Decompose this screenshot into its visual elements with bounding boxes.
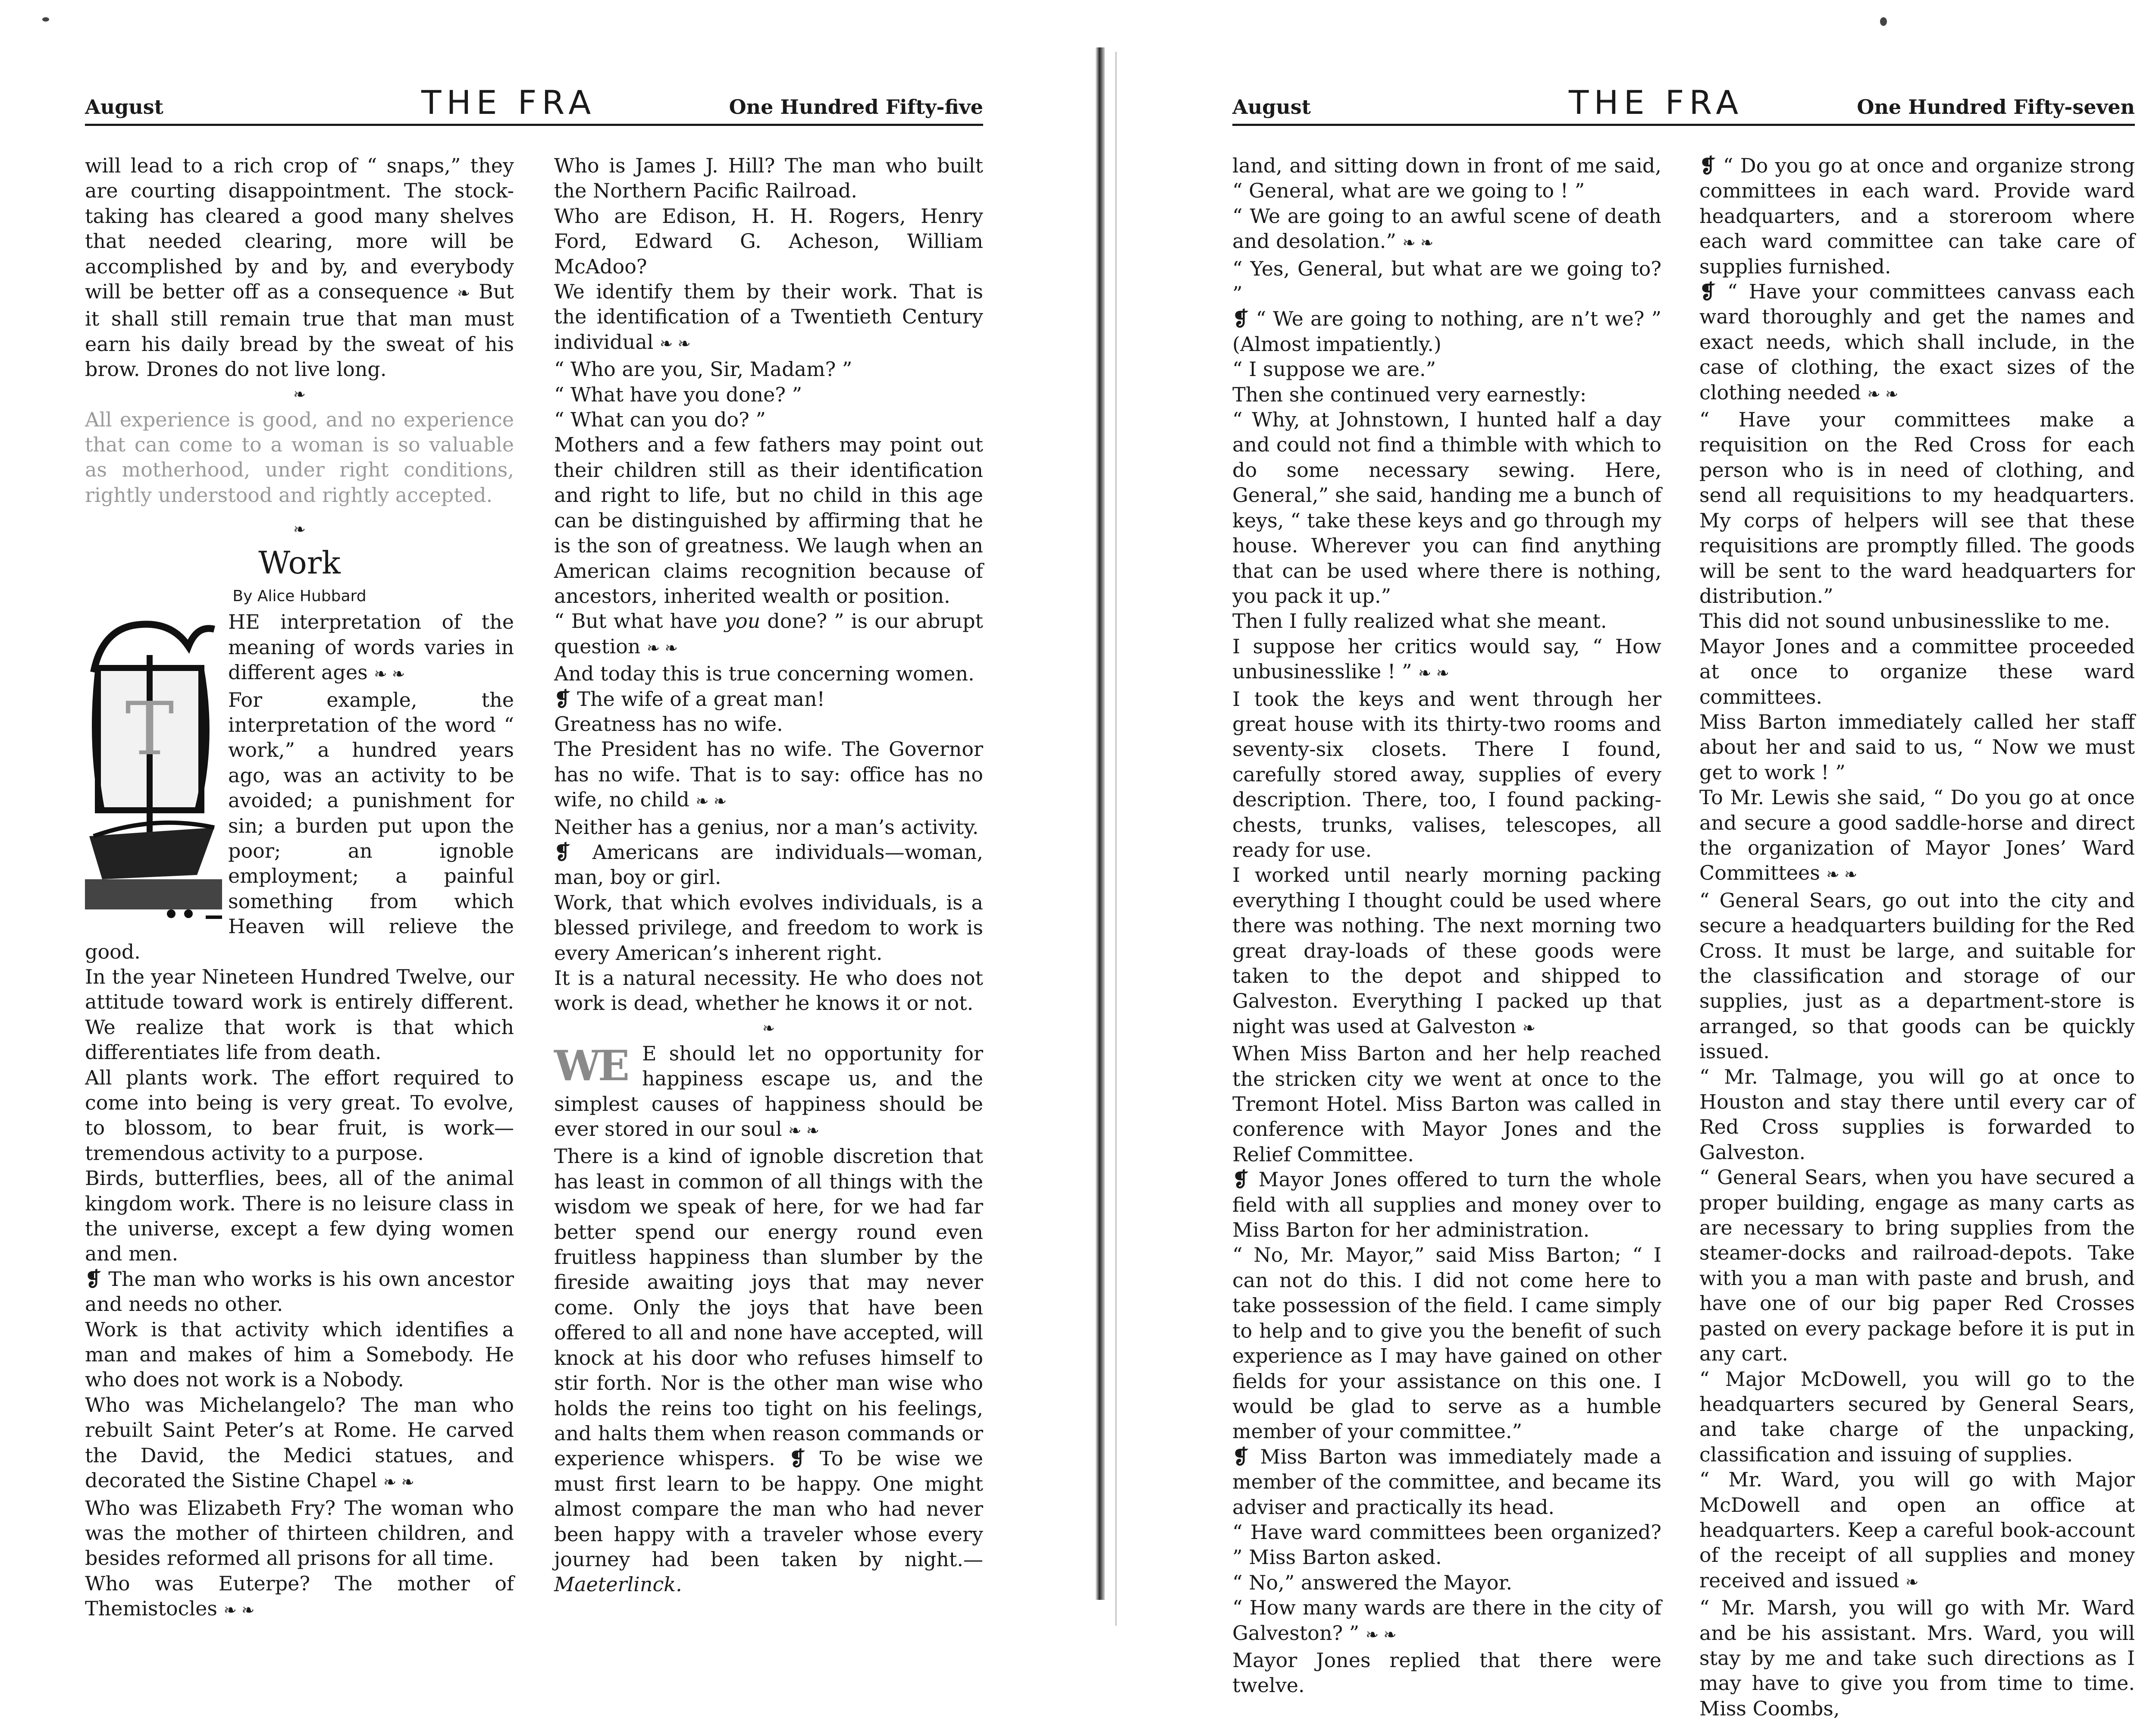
left-page [0, 0, 1113, 1644]
leaf-ornament: ❧ ❧ [1867, 385, 1899, 403]
leaf-ornament: ❧ ❧ [696, 793, 727, 811]
paragraph: Work, that which evolves individuals, is a blessed privilege, and freedom to work is every American’s inherent right. [554, 890, 983, 965]
paragraph: ❡ “ Have your committees canvass each ward thoroughly and get the names and exact needs, which shall include, in the case of clothing, the exact sizes of the clothing needed ❧ ❧ [1699, 280, 2135, 404]
paragraph: E should let no opportunity for happiness escape us, and the simplest causes of happiness should be ever stored in our soul ❧ ❧ [554, 1041, 983, 1141]
binding-gutter-shadow [1095, 47, 1105, 1600]
paragraph: “ Have ward committees been organized? ” Miss Barton asked. [1232, 1520, 1661, 1569]
paragraph: “ Yes, General, but what are we going to? ” [1232, 257, 1661, 306]
paragraph: Neither has a genius, nor a man’s activity. [554, 815, 979, 839]
section-ornament: ❧ [293, 386, 306, 403]
leaf-ornament: ❧ ❧ [1365, 1626, 1397, 1644]
leaf-ornament: ❧ ❧ [788, 1122, 820, 1140]
paragraph: Miss Barton immediately called her staff about her and said to us, “ Now we must get to work ! ” [1699, 710, 2135, 784]
paragraph: “ General Sears, go out into the city and secure a headquarters building for the Red Cross. It must be large, and suitable for the classification and storage of our supplies, just as a department-store is arranged, so that goods can be quickly issued. [1699, 888, 2135, 1063]
pilcrow-icon: ❡ [554, 840, 571, 864]
paragraph: Who was Michelangelo? The man who rebuilt Saint Peter’s at Rome. He carved the David, the Medici statues, and decorated the Sistine Chapel ❧ ❧ [85, 1393, 514, 1492]
page-number-label: One Hundred Fifty-five [729, 95, 983, 119]
dropcap-letter: T [125, 687, 174, 772]
paragraph: Birds, butterflies, bees, all of the animal kingdom work. There is no leisure class in the universe, except a few dying women and men. [85, 1166, 514, 1266]
paragraph: I worked until nearly morning packing everything I thought could be used where there was nothing. The next morning two great dray-loads of these goods were taken to the depot and shipped to Galveston. Everything I packed up that night was used at Galveston ❧ [1232, 863, 1661, 1038]
pilcrow-icon: ❡ [1232, 307, 1249, 331]
paragraph: ❡ The wife of a great man! [554, 687, 825, 711]
paragraph: ❡ The man who works is his own ancestor and needs no other. [85, 1267, 514, 1316]
paragraph: Then she continued very earnestly: [1232, 382, 1587, 406]
paragraph: “ Have your committees make a requisition on the Red Cross for each person who is in need of clothing, and send all requisitions to my headquarters. My corps of helpers will see that these requisitions are promptly filled. The goods will be sent to the ward headquarters for distribution.” [1699, 408, 2135, 608]
paragraph: HE interpretation of the meaning of words varies in different ages ❧ ❧ [228, 610, 514, 684]
pilcrow-icon: ❡ [1232, 1445, 1249, 1468]
paragraph: All plants work. The effort required to come into being is very great. To evolve, to blossom, to bear fruit, is work—tremendous activity to a purpose. [85, 1066, 514, 1165]
paragraph: In the year Nineteen Hundred Twelve, our attitude toward work is entirely different. We realize that work is that which differentiates life from death. [85, 965, 514, 1064]
magazine-title: THE FRA [1569, 83, 1744, 122]
paragraph: There is a kind of ignoble discretion that has least in common of all things with the wisdom we speak of here, for we had far better spend our energy round even fruitless happiness than slumber by the fireside awaiting joys that may never come. Only the joys that have been offered to all and none have accepted, will knock at his door who refuses himself to stir forth. Nor is the other man wise who holds the reins too tight on his feelings, and halts them when reason commands or experience whispers. ❡ To be wise we must first learn to be happy. One might almost compare the man who had never been happy with a traveler whose every journey had been taken by night.—Maeterlinck. [554, 1144, 984, 1596]
paragraph: “ Mr. Marsh, you will go with Mr. Ward and be his assistant. Mrs. Ward, you will stay by me and take such directions as I may have to give you from time to time. Miss Coombs, [1699, 1596, 2135, 1720]
left-column-1 [85, 153, 514, 1624]
header-rule [85, 124, 983, 126]
paragraph: ❡ Miss Barton was immediately made a member of the committee, and became its adviser and practically its head. [1232, 1445, 1661, 1519]
paragraph: Who are Edison, H. H. Rogers, Henry Ford, Edward G. Acheson, William McAdoo? [554, 204, 983, 278]
paragraph: Mayor Jones replied that there were twelve. [1232, 1648, 1661, 1697]
ornamental-dropcap: WE [554, 1041, 627, 1090]
paragraph: I took the keys and went through her great house with its thirty-two rooms and seventy-six closets. There I found, carefully stored away, supplies of every description. There, too, I found packing-chests, trunks, valises, telescopes, all ready for use. [1232, 687, 1661, 862]
right-page [1113, 0, 2156, 1720]
header-rule [1232, 124, 2135, 126]
paragraph: Mothers and a few fathers may point out their children still as their identification and right to life, but no child in this age can be distinguished by affirming that he is the son of greatness. We laugh when an American claims recognition because of ancestors, inherited wealth or position. [554, 433, 983, 608]
leaf-ornament: ❧ [1522, 1019, 1536, 1037]
right-page-header [1232, 83, 2135, 134]
ship-illustration [85, 612, 222, 922]
section-ornament: ❧ [293, 521, 306, 539]
leaf-ornament: ❧ ❧ [1826, 866, 1858, 884]
paragraph: “ Mr. Ward, you will go with Major McDowell and open an office at headquarters. Keep a careful book-account of the receipt of all supplies and money received and issued ❧ [1699, 1468, 2135, 1592]
paragraph: “ I suppose we are.” [1232, 357, 1436, 381]
paragraph: When Miss Barton and her help reached the stricken city we went at once to the Tremont Hotel. Miss Barton was called in conference with Mayor Jones and the Relief Committee. [1232, 1042, 1661, 1166]
leaf-ornament: ❧ ❧ [660, 335, 691, 353]
leaf-ornament: ❧ [1905, 1573, 1919, 1591]
scan-speck [1880, 17, 1887, 26]
paragraph: “ We are going to an awful scene of death and desolation.” ❧ ❧ [1232, 204, 1661, 253]
paragraph: ❡ Mayor Jones offered to turn the whole field with all supplies and money over to Miss Barton for her administration. [1232, 1168, 1661, 1242]
pilcrow-icon: ❡ [554, 687, 571, 711]
paragraph: Work is that activity which identifies a man and makes of him a Somebody. He who does not work is a Nobody. [85, 1317, 514, 1392]
paragraph: It is a natural necessity. He who does not work is dead, whether he knows it or not. [554, 966, 983, 1015]
paragraph: Greatness has no wife. [554, 712, 783, 736]
leaf-ornament: ❧ ❧ [383, 1473, 414, 1492]
paragraph: We identify them by their work. That is the identification of a Twentieth Century individual ❧ ❧ [554, 280, 983, 354]
paragraph: “ Mr. Talmage, you will go at once to Houston and stay there until every car of Red Cross supplies is forwarded to Galveston. [1699, 1065, 2135, 1164]
paragraph: Who was Elizabeth Fry? The woman who was the mother of thirteen children, and besides reformed all prisons for all time. [85, 1496, 514, 1570]
paragraph: To Mr. Lewis she said, “ Do you go at once and secure a good saddle-horse and direct the organization of Mayor Jones’ Ward Committees ❧ ❧ [1699, 786, 2135, 885]
paragraph: For example, the interpretation of the word “ work,” a hundred years ago, was an activity to be avoided; a punishment for sin; a burden put upon the poor; an ignoble employment; a painful something from which Heaven will relieve the good. [85, 688, 514, 963]
paragraph: “ Major McDowell, you will go to the headquarters secured by General Sears, and take charge of the unpacking, classification and issuing of supplies. [1699, 1367, 2135, 1466]
right-column-1 [1232, 153, 1661, 1698]
scan-speck [42, 17, 49, 22]
quote-attribution: Maeterlinck. [554, 1573, 682, 1596]
pilcrow-icon: ❡ [1699, 280, 1716, 304]
pilcrow-icon: ❡ [1232, 1168, 1249, 1191]
paragraph: “ Why, at Johnstown, I hunted half a day and could not find a thimble with which to do some necessary sewing. Here, General,” she said, handing me a bunch of keys, “ take these keys and go through my house. Wherever you can find anything that can be used where there is nothing, you pack it up.” [1232, 408, 1661, 608]
article-title: Work [258, 545, 341, 581]
paragraph: ❡ Americans are individuals—woman, man, boy or girl. [554, 840, 984, 889]
paragraph: And today this is true concerning women. [554, 662, 975, 686]
leaf-ornament: ❧ ❧ [1418, 665, 1449, 683]
leaf-ornament: ❧ ❧ [1402, 234, 1434, 252]
magazine-title: THE FRA [421, 83, 596, 122]
paragraph: Then I fully realized what she meant. [1232, 609, 1607, 633]
leaf-ornament: ❧ ❧ [223, 1602, 255, 1620]
leaf-ornament: ❧ ❧ [374, 665, 405, 683]
header-month: August [85, 95, 163, 119]
pilcrow-icon: ❡ [85, 1267, 102, 1291]
paragraph: Mayor Jones and a committee proceeded at once to organize these ward committees. [1699, 634, 2135, 708]
section-ornament: ❧ [762, 1019, 775, 1037]
paragraph: “ But what have you done? ” is our abrupt question ❧ ❧ [554, 609, 984, 658]
pilcrow-icon: ❡ [1699, 154, 1716, 177]
paragraph: “ How many wards are there in the city of Galveston? ” ❧ ❧ [1232, 1596, 1661, 1645]
article-byline: By Alice Hubbard [232, 587, 367, 605]
illuminated-dropcap [85, 612, 222, 922]
pilcrow-icon: ❡ [789, 1447, 806, 1470]
paragraph: “ What can you do? ” [554, 408, 766, 432]
left-page-header [85, 83, 983, 134]
right-column-2 [1699, 153, 2135, 1721]
leaf-ornament: ❧ [457, 285, 470, 303]
leaf-ornament: ❧ ❧ [647, 639, 678, 657]
paragraph: “ General Sears, when you have secured a proper building, engage as many carts as are necessary to bring supplies from the steamer-docks and railroad-depots. Take with you a man with paste and brush, and have one of our big paper Red Crosses pasted on every package before it is put in any cart. [1699, 1166, 2135, 1366]
paragraph: “ No,” answered the Mayor. [1232, 1571, 1513, 1594]
paragraph: ❡ “ Do you go at once and organize strong committees in each ward. Provide ward headquarters, and a storeroom where each ward committee can take care of supplies furnished. [1699, 154, 2135, 278]
paragraph: Who is James J. Hill? The man who built the Northern Pacific Railroad. [554, 154, 983, 203]
paragraph: I suppose her critics would say, “ How unbusinesslike ! ” ❧ ❧ [1232, 634, 1661, 683]
header-month: August [1232, 95, 1311, 119]
paragraph: This did not sound unbusinesslike to me. [1699, 609, 2110, 633]
paragraph: will lead to a rich crop of “ snaps,” they are courting disappointment. The stock-taking has cleared a good many shelves that needed clearing, more will be accomplished by and by, and everybody will be better off as a consequence ❧ But it shall still remain true that man must earn his daily bread by the sweat of his brow. Drones do not live long. [85, 154, 514, 381]
paragraph: “ Who are you, Sir, Madam? ” [554, 357, 852, 381]
paragraph: “ What have you done? ” [554, 382, 802, 406]
faded-quote: All experience is good, and no experience that can come to a woman is so valuable as motherhood, under right conditions, rightly understood and rightly accepted. [85, 408, 514, 507]
paragraph: land, and sitting down in front of me said, “ General, what are we going to ! ” [1232, 154, 1661, 203]
page-number-label: One Hundred Fifty-seven [1857, 95, 2135, 119]
paragraph: The President has no wife. The Governor has no wife. That is to say: office has no wife, no child ❧ ❧ [554, 737, 983, 812]
paragraph: ❡ “ We are going to nothing, are n’t we? ” (Almost impatiently.) [1232, 307, 1661, 356]
paragraph: Who was Euterpe? The mother of Themistocles ❧ ❧ [85, 1571, 514, 1621]
paragraph: “ No, Mr. Mayor,” said Miss Barton; “ I can not do this. I did not come here to take possession of the field. I came simply to help and to give you the benefit of such experience as I may have gained on other fields for your assistance on this one. I would be glad to serve as a humble member of your committee.” [1232, 1243, 1661, 1443]
left-column-2 [554, 153, 983, 1597]
